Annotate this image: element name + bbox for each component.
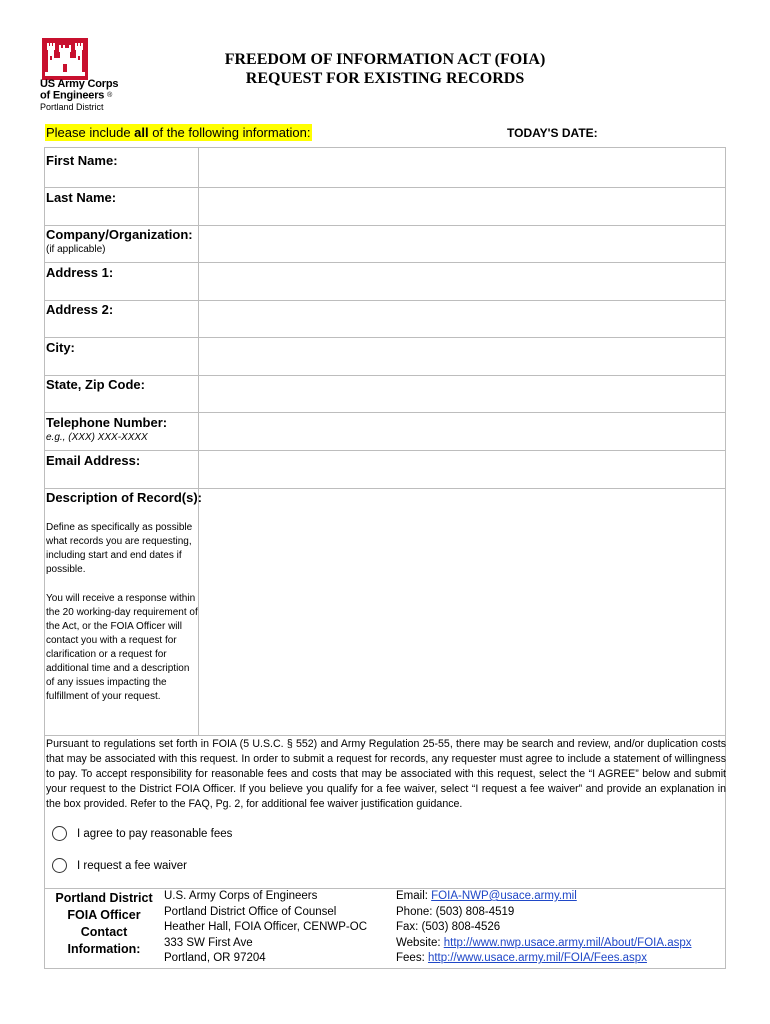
company-hint: (if applicable) [46,244,106,255]
contact-details [396,889,692,967]
address-line: U.S. Army Corps of Engineers [164,890,318,902]
description-help-1: Define as specifically as possible what records you are requesting, including start and end dates if possible. [46,522,193,575]
telephone-label: Telephone Number: [46,415,168,430]
instruction-highlight [45,124,312,141]
fax-number: Fax: (503) 808-4526 [396,921,501,934]
address2-label: Address 2: [46,302,114,317]
waiver-option[interactable] [52,858,187,873]
logo-line2: of Engineers [40,89,105,102]
fees-label-text: Fees: [396,952,428,965]
telephone-hint: e.g., (XXX) XXX-XXXX [46,432,148,443]
form-left-border [44,147,45,969]
logo-registered-mark: ® [107,92,113,99]
address-line: Portland District Office of Counsel [164,905,337,918]
email-label-text: Email: [396,890,432,902]
todays-date-field[interactable] [508,118,726,146]
company-label: Company/Organization: [46,227,193,242]
logo-line3: Portland District [40,102,104,113]
agree-option-label: I agree to pay reasonable fees [77,827,233,840]
website-link[interactable]: http://www.nwp.usace.army.mil/About/FOIA.aspx [443,936,692,949]
contact-heading-line: FOIA Officer [67,908,141,922]
form-bottom-border [44,968,726,969]
fee-statement: Pursuant to regulations set forth in FOIA (5 U.S.C. § 552) and Army Regulation 25-55, there may be search and review, and/or duplication costs that may be associated with this request. In order to submit a request for records, any requester must agree to include a statement of willingness to pay. To accept responsibility for reasonable fees and costs that may be associated with this request, select the “I AGREE” below and submit your request to the District FOIA Officer. If you believe you qualify for a fee waiver, select “I request a fee waiver” and provide an explanation in the box provided. Refer to the FAQ, Pg. 2, for additional fee waiver justification guidance. [46,738,726,810]
address2-field[interactable] [199,301,725,337]
address-line: 333 SW First Ave [164,936,253,949]
logo-line1: US Army Corps [40,78,119,90]
email-field[interactable] [199,451,725,488]
contact-heading-line: Contact [80,925,128,939]
contact-heading-line: Information: [67,942,141,956]
last-name-label: Last Name: [46,190,117,205]
instruction-pre: Please include [46,125,135,140]
foia-email-link[interactable]: FOIA-NWP@usace.army.mil [431,890,577,902]
company-field[interactable] [199,226,725,262]
telephone-field[interactable] [199,413,725,450]
form-title [190,50,580,88]
email-label: Email Address: [46,453,141,468]
last-name-field[interactable] [199,188,725,225]
description-help-2: You will receive a response within the 20 working-day requirement of the Act, or the FOIA Officer will contact you with a request for clarification or a request for additional time and a description of any issues impacting the fulfillment of your request. [46,593,198,702]
description-field[interactable] [199,489,725,735]
row-divider [44,735,726,736]
contact-heading-line: Portland District [55,891,153,905]
contact-heading [48,890,160,958]
address-line: Portland, OR 97204 [164,952,266,965]
waiver-option-label: I request a fee waiver [77,859,187,872]
todays-date-label: TODAY'S DATE: [507,126,598,140]
castle-logo-icon [42,38,88,80]
title-line2: REQUEST FOR EXISTING RECORDS [245,70,525,87]
first-name-label: First Name: [46,153,118,168]
address1-field[interactable] [199,263,725,300]
fees-link[interactable]: http://www.usace.army.mil/FOIA/Fees.aspx [427,952,647,965]
instruction-bold: all [134,125,149,140]
city-field[interactable] [199,338,725,375]
contact-address [164,889,367,967]
agree-option[interactable] [52,826,232,841]
website-label-text: Website: [396,936,444,949]
title-line1: FREEDOM OF INFORMATION ACT (FOIA) [224,51,546,68]
form-right-border [725,147,726,969]
city-label: City: [46,340,75,355]
first-name-field[interactable] [199,148,725,187]
address-line: Heather Hall, FOIA Officer, CENWP-OC [164,921,368,934]
address1-label: Address 1: [46,265,114,280]
state-zip-label: State, Zip Code: [46,377,145,392]
description-label: Description of Record(s): [46,490,203,505]
waiver-radio[interactable] [52,858,67,873]
agree-radio[interactable] [52,826,67,841]
state-zip-field[interactable] [199,376,725,412]
instruction-post: of the following information: [148,125,311,140]
phone-number: Phone: (503) 808-4519 [396,905,515,918]
